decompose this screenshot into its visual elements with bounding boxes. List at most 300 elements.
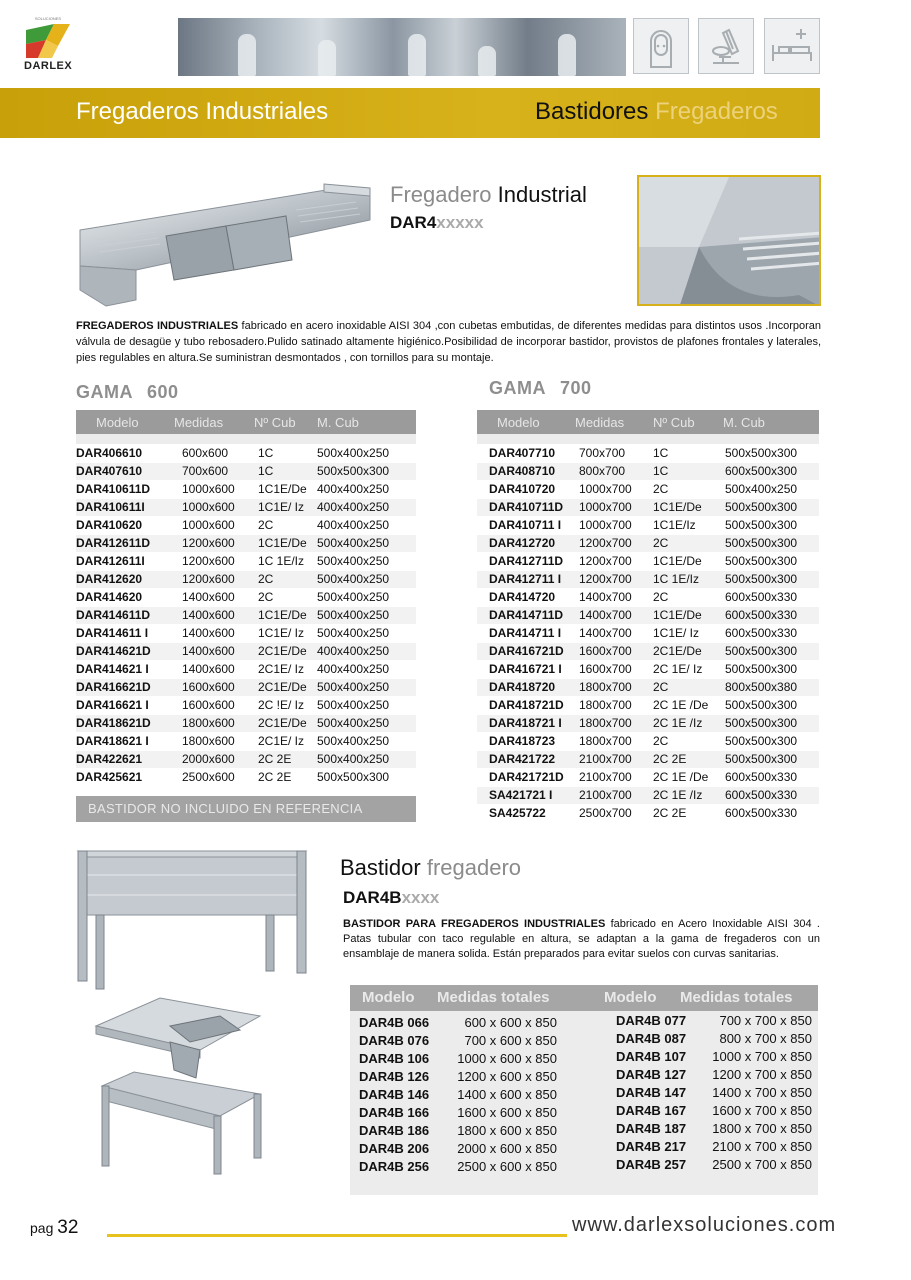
cell-m-cub: 400x400x250 (317, 498, 416, 516)
cell-modelo: DAR418721 I (477, 714, 575, 732)
cell-medidas: 1600x700 (575, 660, 653, 678)
product2-code-suffix: xxxx (401, 888, 440, 907)
frame-row (359, 1033, 557, 1051)
cell-n-cub: 1C (653, 462, 723, 480)
frame-dimensions: 600 x 600 x 850 (464, 1015, 557, 1030)
cell-n-cub: 1C 1E/Iz (254, 552, 317, 570)
gama-600-header-row (76, 410, 416, 434)
table-row (76, 570, 416, 588)
table-row (76, 480, 416, 498)
col-header-modelo: Modelo (477, 410, 575, 434)
cell-modelo: DAR410711D (477, 498, 575, 516)
col-header-m-cub: M. Cub (723, 410, 819, 434)
logo-tagline: SOLUCIONES (34, 16, 62, 21)
gama-600-heading (76, 382, 179, 403)
cell-modelo: DAR414720 (477, 588, 575, 606)
cell-n-cub: 2C (653, 732, 723, 750)
cell-medidas: 2500x700 (575, 804, 653, 822)
table-row (477, 498, 819, 516)
cell-medidas: 1200x600 (174, 570, 254, 588)
logo-leaf-icon (24, 22, 72, 60)
cell-m-cub: 500x500x300 (723, 570, 819, 588)
cell-modelo: DAR421722 (477, 750, 575, 768)
cell-modelo: DAR410711 I (477, 516, 575, 534)
cleanroom-photo-strip (178, 18, 626, 76)
cell-modelo: DAR406610 (76, 444, 174, 462)
frame-row (359, 1015, 557, 1033)
cell-medidas: 2100x700 (575, 786, 653, 804)
cell-modelo: DAR414711D (477, 606, 575, 624)
frame-row (616, 1067, 812, 1085)
cell-m-cub: 500x500x300 (723, 534, 819, 552)
page-number (30, 1217, 78, 1239)
cell-m-cub: 500x400x250 (317, 732, 416, 750)
cell-n-cub: 1C1E/ Iz (653, 624, 723, 642)
table-row (477, 606, 819, 624)
frame-dimensions: 1400 x 600 x 850 (457, 1087, 557, 1102)
cell-n-cub: 2C (653, 480, 723, 498)
cell-modelo: DAR425621 (76, 768, 174, 786)
cell-n-cub: 2C1E/De (254, 714, 317, 732)
cell-modelo: DAR410620 (76, 516, 174, 534)
cell-modelo: DAR418723 (477, 732, 575, 750)
cell-modelo: DAR414611 I (76, 624, 174, 642)
cell-n-cub: 2C (254, 516, 317, 534)
cell-n-cub: 2C1E/ Iz (254, 732, 317, 750)
darlex-logo (24, 16, 72, 74)
frame-row (359, 1123, 557, 1141)
table-row (477, 534, 819, 552)
product1-title-light: Fregadero (390, 182, 492, 207)
cell-modelo: SA421721 I (477, 786, 575, 804)
cell-medidas: 700x600 (174, 462, 254, 480)
cell-m-cub: 400x400x250 (317, 660, 416, 678)
cell-medidas: 1400x700 (575, 588, 653, 606)
frame-column-600 (359, 1015, 557, 1177)
cell-modelo: DAR407610 (76, 462, 174, 480)
cell-medidas: 1600x700 (575, 642, 653, 660)
table-row (477, 570, 819, 588)
cell-medidas: 1000x700 (575, 498, 653, 516)
table-row (477, 696, 819, 714)
table-row (477, 462, 819, 480)
table-row (76, 606, 416, 624)
hospital-bed-icon (764, 18, 820, 74)
table-row (477, 660, 819, 678)
frame-dimensions: 1800 x 700 x 850 (712, 1121, 812, 1136)
cell-m-cub: 400x400x250 (317, 516, 416, 534)
category-title (535, 98, 778, 126)
cell-medidas: 1600x600 (174, 678, 254, 696)
frame-model: DAR4B 087 (616, 1031, 687, 1046)
frame-not-included-notice: BASTIDOR NO INCLUIDO EN REFERENCIA (76, 796, 416, 822)
table-spacer-row (76, 434, 416, 444)
cell-n-cub: 2C 1E /De (653, 768, 723, 786)
frame-dimensions: 2500 x 600 x 850 (457, 1159, 557, 1174)
cell-m-cub: 500x400x250 (317, 552, 416, 570)
col-header-n-cub: Nº Cub (653, 410, 723, 434)
col-header-medidas: Medidas (174, 410, 254, 434)
cell-m-cub: 500x500x300 (723, 552, 819, 570)
frame-model: DAR4B 206 (359, 1141, 430, 1156)
frame-row (359, 1069, 557, 1087)
product2-code (343, 888, 439, 908)
frame-model: DAR4B 146 (359, 1087, 430, 1102)
cell-medidas: 2100x700 (575, 768, 653, 786)
table-row (477, 678, 819, 696)
frame-dimensions: 2000 x 600 x 850 (457, 1141, 557, 1156)
cell-n-cub: 2C1E/De (254, 642, 317, 660)
cell-m-cub: 500x500x300 (723, 696, 819, 714)
cell-medidas: 2100x700 (575, 750, 653, 768)
cell-modelo: DAR408710 (477, 462, 575, 480)
frame-dimensions: 1400 x 700 x 850 (712, 1085, 812, 1100)
cell-medidas: 1800x600 (174, 714, 254, 732)
frame-model: DAR4B 186 (359, 1123, 430, 1138)
cell-medidas: 1000x600 (174, 498, 254, 516)
cell-modelo: DAR412711 I (477, 570, 575, 588)
hygiene-suit-icon (633, 18, 689, 74)
table-row (76, 552, 416, 570)
cell-n-cub: 2C 1E /De (653, 696, 723, 714)
cell-modelo: DAR414620 (76, 588, 174, 606)
cell-modelo: DAR418721D (477, 696, 575, 714)
table-row (477, 480, 819, 498)
table-row (76, 588, 416, 606)
frame-dimensions: 2500 x 700 x 850 (712, 1157, 812, 1172)
cell-medidas: 1600x600 (174, 696, 254, 714)
cell-modelo: DAR412711D (477, 552, 575, 570)
product2-title-light: fregadero (426, 855, 522, 880)
cell-modelo: DAR416721 I (477, 660, 575, 678)
cell-n-cub: 2C !E/ Iz (254, 696, 317, 714)
frame-row (359, 1051, 557, 1069)
cell-m-cub: 600x500x330 (723, 786, 819, 804)
cell-medidas: 1200x600 (174, 552, 254, 570)
cell-m-cub: 500x500x300 (723, 750, 819, 768)
cell-medidas: 1400x600 (174, 624, 254, 642)
frame-dimensions: 2100 x 700 x 850 (712, 1139, 812, 1154)
table-row (76, 516, 416, 534)
cell-n-cub: 2C1E/De (653, 642, 723, 660)
table-row (477, 786, 819, 804)
table-row (76, 750, 416, 768)
frame-model: DAR4B 217 (616, 1139, 687, 1154)
cell-modelo: DAR414711 I (477, 624, 575, 642)
cell-m-cub: 500x400x250 (317, 714, 416, 732)
cell-n-cub: 1C 1E/Iz (653, 570, 723, 588)
table-row (76, 534, 416, 552)
frame-model: DAR4B 077 (616, 1013, 687, 1028)
gama-600-table (76, 410, 416, 787)
product1-code-prefix: DAR4 (390, 213, 437, 232)
cell-m-cub: 500x500x300 (317, 462, 416, 480)
col-header-modelo-a: Modelo (362, 989, 415, 1006)
cell-medidas: 800x700 (575, 462, 653, 480)
frame-dimensions: 1600 x 700 x 850 (712, 1103, 812, 1118)
cell-medidas: 1800x600 (174, 732, 254, 750)
cell-modelo: DAR418720 (477, 678, 575, 696)
product1-desc-bold: FREGADEROS INDUSTRIALES (76, 320, 239, 332)
table-row (477, 552, 819, 570)
microscope-icon (698, 18, 754, 74)
cell-n-cub: 2C (254, 588, 317, 606)
cell-n-cub: 2C 1E/ Iz (653, 660, 723, 678)
cell-modelo: DAR410611I (76, 498, 174, 516)
cell-modelo: DAR418621 I (76, 732, 174, 750)
cell-modelo: DAR422621 (76, 750, 174, 768)
frame-row (616, 1049, 812, 1067)
cell-modelo: DAR412611D (76, 534, 174, 552)
sink-detail-photo (637, 175, 821, 306)
cell-modelo: DAR412720 (477, 534, 575, 552)
frame-dimensions: 1000 x 600 x 850 (457, 1051, 557, 1066)
gama-700-table (477, 410, 819, 823)
cell-n-cub: 1C1E/De (653, 552, 723, 570)
col-header-medidas-a: Medidas totales (437, 989, 550, 1006)
table-row (477, 588, 819, 606)
cell-medidas: 1400x700 (575, 624, 653, 642)
cell-n-cub: 1C (254, 444, 317, 462)
cell-modelo: DAR412620 (76, 570, 174, 588)
frame-dimensions: 1800 x 600 x 850 (457, 1123, 557, 1138)
cell-n-cub: 2C 1E /Iz (653, 786, 723, 804)
table-row (76, 768, 416, 786)
frame-table-header (350, 985, 818, 1011)
cell-m-cub: 600x500x330 (723, 804, 819, 822)
cell-modelo: DAR407710 (477, 444, 575, 462)
table-row (76, 732, 416, 750)
frame-row (359, 1087, 557, 1105)
cell-m-cub: 500x400x250 (317, 624, 416, 642)
frame-model: DAR4B 106 (359, 1051, 430, 1066)
cell-n-cub: 1C1E/ Iz (254, 624, 317, 642)
frame-dimensions-table (350, 985, 818, 1195)
frame-row (616, 1139, 812, 1157)
frame-model: DAR4B 187 (616, 1121, 687, 1136)
frame-model: DAR4B 257 (616, 1157, 687, 1172)
cell-medidas: 700x700 (575, 444, 653, 462)
frame-dimensions: 1000 x 700 x 850 (712, 1049, 812, 1064)
cell-m-cub: 500x500x300 (723, 660, 819, 678)
product2-desc-bold: BASTIDOR PARA FREGADEROS INDUSTRIALES (343, 918, 606, 930)
col-header-medidas-b: Medidas totales (680, 989, 793, 1006)
frame-dimensions: 700 x 600 x 850 (464, 1033, 557, 1048)
cell-m-cub: 500x400x250 (317, 606, 416, 624)
frame-model: DAR4B 127 (616, 1067, 687, 1082)
cell-medidas: 1000x600 (174, 480, 254, 498)
cell-n-cub: 2C1E/ Iz (254, 660, 317, 678)
frame-dimensions: 800 x 700 x 850 (719, 1031, 812, 1046)
cell-m-cub: 500x500x300 (723, 714, 819, 732)
sink-frame-image (76, 845, 308, 993)
page-number-value: 32 (57, 1217, 79, 1238)
cell-n-cub: 1C1E/De (653, 606, 723, 624)
col-header-m-cub: M. Cub (317, 410, 416, 434)
table-row (477, 750, 819, 768)
cell-medidas: 1800x700 (575, 714, 653, 732)
cell-n-cub: 2C1E/De (254, 678, 317, 696)
website-url: www.darlexsoluciones.com (572, 1214, 837, 1236)
section-band (0, 88, 820, 138)
cell-medidas: 1200x700 (575, 552, 653, 570)
product2-title (340, 855, 521, 881)
gama-700-number: 700 (560, 378, 592, 398)
cell-medidas: 1400x600 (174, 606, 254, 624)
frame-model: DAR4B 147 (616, 1085, 687, 1100)
cell-modelo: DAR414611D (76, 606, 174, 624)
cell-m-cub: 400x400x250 (317, 642, 416, 660)
cell-m-cub: 500x500x300 (723, 516, 819, 534)
frame-dimensions: 700 x 700 x 850 (719, 1013, 812, 1028)
product2-code-prefix: DAR4B (343, 888, 402, 907)
table-row (477, 516, 819, 534)
cell-m-cub: 600x500x330 (723, 606, 819, 624)
col-header-medidas: Medidas (575, 410, 653, 434)
logo-brand: DARLEX (24, 60, 73, 72)
cell-medidas: 1200x700 (575, 534, 653, 552)
cell-n-cub: 2C (653, 678, 723, 696)
cell-medidas: 1400x600 (174, 642, 254, 660)
frame-model: DAR4B 256 (359, 1159, 430, 1174)
cell-m-cub: 500x400x250 (317, 678, 416, 696)
frame-row (616, 1157, 812, 1175)
cell-m-cub: 500x400x250 (317, 534, 416, 552)
gama-700-heading (489, 378, 592, 399)
cell-medidas: 1400x600 (174, 660, 254, 678)
cell-modelo: DAR414621D (76, 642, 174, 660)
cell-medidas: 1200x600 (174, 534, 254, 552)
cell-m-cub: 500x400x250 (317, 444, 416, 462)
table-row (477, 732, 819, 750)
frame-row (616, 1085, 812, 1103)
cell-n-cub: 1C (653, 444, 723, 462)
cell-m-cub: 800x500x380 (723, 678, 819, 696)
product1-description (76, 318, 821, 366)
table-row (477, 624, 819, 642)
frame-row (616, 1031, 812, 1049)
cell-modelo: DAR414621 I (76, 660, 174, 678)
cell-m-cub: 500x500x300 (317, 768, 416, 786)
cell-modelo: DAR418621D (76, 714, 174, 732)
gama-700-label: GAMA (489, 378, 546, 398)
frame-model: DAR4B 166 (359, 1105, 430, 1120)
cell-medidas: 1800x700 (575, 732, 653, 750)
table-row (76, 498, 416, 516)
cell-m-cub: 500x500x300 (723, 498, 819, 516)
cell-n-cub: 2C (254, 570, 317, 588)
frame-model: DAR4B 167 (616, 1103, 687, 1118)
cell-medidas: 1000x700 (575, 480, 653, 498)
frame-row (359, 1105, 557, 1123)
product1-code (390, 213, 484, 233)
cell-modelo: DAR410720 (477, 480, 575, 498)
cell-n-cub: 1C1E/Iz (653, 516, 723, 534)
cell-medidas: 1400x700 (575, 606, 653, 624)
cell-n-cub: 2C 1E /Iz (653, 714, 723, 732)
table-row (76, 642, 416, 660)
cell-n-cub: 2C (653, 534, 723, 552)
cell-modelo: DAR416621D (76, 678, 174, 696)
table-row (76, 444, 416, 462)
frame-with-sink-image (90, 996, 270, 1176)
cell-medidas: 2000x600 (174, 750, 254, 768)
cell-n-cub: 1C1E/De (653, 498, 723, 516)
cell-modelo: DAR416721D (477, 642, 575, 660)
page-label: pag (30, 1220, 54, 1236)
cell-n-cub: 2C 2E (653, 750, 723, 768)
frame-model: DAR4B 126 (359, 1069, 430, 1084)
cell-medidas: 1800x700 (575, 696, 653, 714)
cell-n-cub: 2C 2E (254, 768, 317, 786)
table-row (76, 714, 416, 732)
cell-modelo: DAR412611I (76, 552, 174, 570)
product1-desc-rest: fabricado en acero inoxidable AISI 304 ,con cubetas embutidas, de diferentes medidas para distintos usos .Incorporan válvula de desagüe y tubo rebosadero.Pulido satinado altamente higiénico.Posibilidad de incorporar bastidor, provistos de plafones frontales y laterales, pies regulables en altura.Se suministran desmontados , con tornillos para su montaje. (76, 320, 821, 364)
footer-rule (107, 1234, 567, 1237)
table-row (477, 768, 819, 786)
cell-m-cub: 500x400x250 (317, 696, 416, 714)
gama-700-header-row (477, 410, 819, 434)
frame-row (359, 1159, 557, 1177)
table-row (76, 462, 416, 480)
cell-medidas: 2500x600 (174, 768, 254, 786)
cell-n-cub: 1C1E/De (254, 480, 317, 498)
table-row (76, 678, 416, 696)
frame-model: DAR4B 076 (359, 1033, 430, 1048)
gama-600-label: GAMA (76, 382, 133, 402)
category-main: Bastidores (535, 98, 649, 125)
cell-m-cub: 600x500x330 (723, 768, 819, 786)
table-row (76, 696, 416, 714)
cell-medidas: 1800x700 (575, 678, 653, 696)
cell-n-cub: 1C1E/De (254, 606, 317, 624)
cell-m-cub: 500x500x300 (723, 444, 819, 462)
cell-n-cub: 1C (254, 462, 317, 480)
cell-modelo: DAR421721D (477, 768, 575, 786)
col-header-n-cub: Nº Cub (254, 410, 317, 434)
product1-title (390, 182, 587, 208)
cell-n-cub: 2C 2E (254, 750, 317, 768)
frame-column-700 (616, 1013, 812, 1175)
cell-m-cub: 500x500x300 (723, 642, 819, 660)
product1-code-suffix: xxxxx (436, 213, 484, 232)
table-row (76, 624, 416, 642)
cell-m-cub: 500x400x250 (317, 750, 416, 768)
cell-m-cub: 600x500x330 (723, 624, 819, 642)
cell-m-cub: 600x500x300 (723, 462, 819, 480)
cell-modelo: SA425722 (477, 804, 575, 822)
cell-n-cub: 1C1E/ Iz (254, 498, 317, 516)
frame-dimensions: 1200 x 700 x 850 (712, 1067, 812, 1082)
table-row (76, 660, 416, 678)
frame-row (616, 1013, 812, 1031)
table-spacer-row (477, 434, 819, 444)
cell-m-cub: 600x500x330 (723, 588, 819, 606)
col-header-modelo: Modelo (76, 410, 174, 434)
cell-medidas: 600x600 (174, 444, 254, 462)
category-sub: Fregaderos (655, 98, 778, 125)
frame-model: DAR4B 107 (616, 1049, 687, 1064)
frame-model: DAR4B 066 (359, 1015, 430, 1030)
table-row (477, 714, 819, 732)
cell-medidas: 1200x700 (575, 570, 653, 588)
col-header-modelo-b: Modelo (604, 989, 657, 1006)
gama-600-number: 600 (147, 382, 179, 402)
frame-dimensions: 1600 x 600 x 850 (457, 1105, 557, 1120)
cell-medidas: 1400x600 (174, 588, 254, 606)
industrial-sink-image (76, 180, 372, 310)
table-row (477, 804, 819, 822)
